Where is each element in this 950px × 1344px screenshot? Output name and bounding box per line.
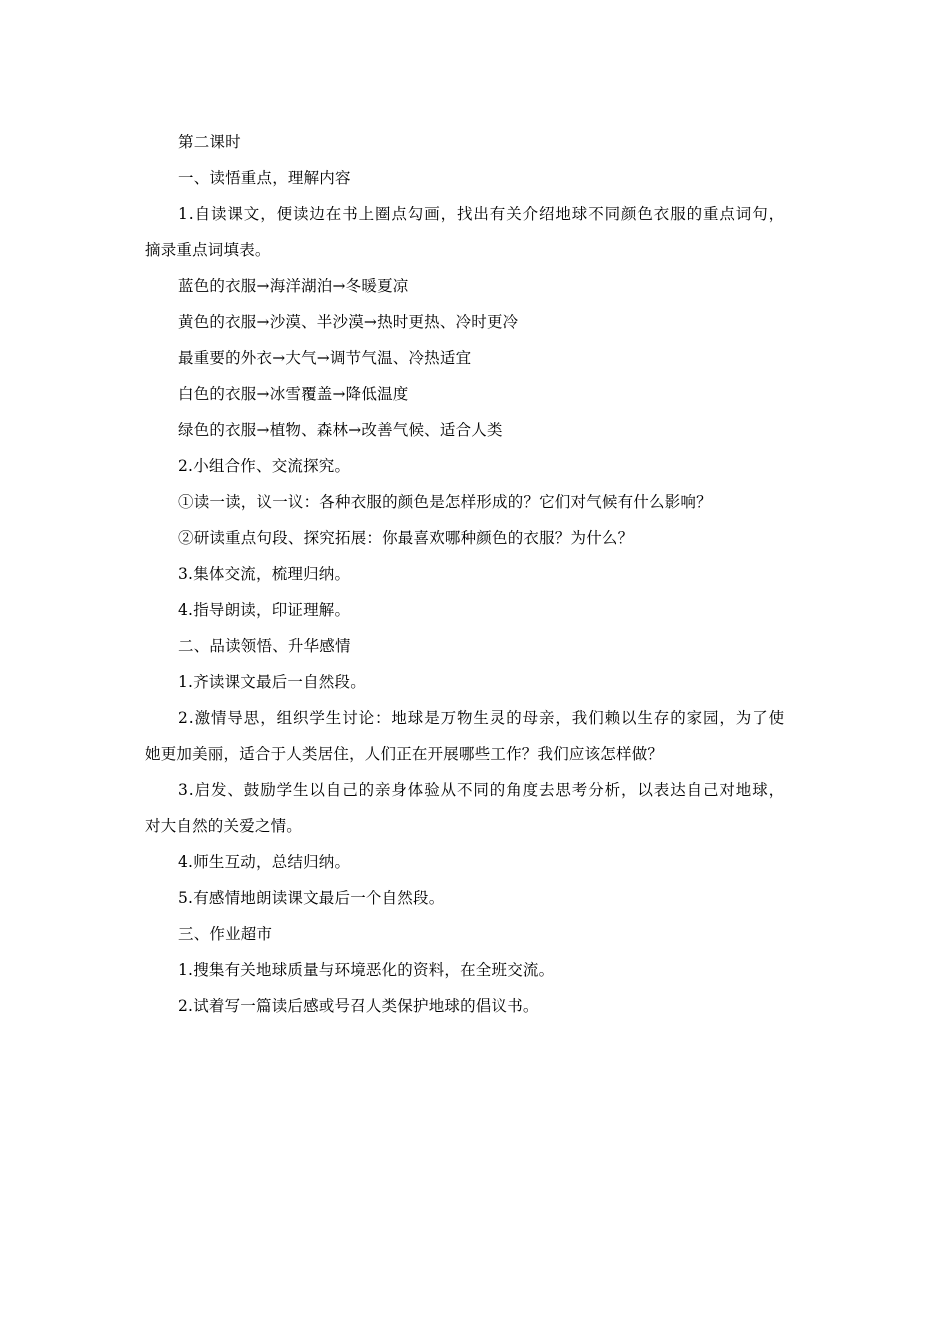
section1-item1-line2: 摘录重点词填表。 bbox=[145, 241, 271, 259]
table-row-atmosphere: 最重要的外衣→大气→调节气温、冷热适宜 bbox=[178, 349, 472, 367]
table-row-white: 白色的衣服→冰雪覆盖→降低温度 bbox=[178, 385, 409, 403]
section2-item3-line1: 3.启发、鼓励学生以自己的亲身体验从不同的角度去思考分析，以表达自己对地球， bbox=[178, 781, 785, 799]
section2-item2-line2: 她更加美丽，适合于人类居住，人们正在开展哪些工作？我们应该怎样做？ bbox=[145, 745, 664, 763]
section2-item3-line2: 对大自然的关爱之情。 bbox=[145, 817, 303, 835]
section2-heading: 二、品读领悟、升华感情 bbox=[178, 637, 351, 655]
section1-item3: 3.集体交流，梳理归纳。 bbox=[178, 565, 351, 583]
section1-item2-a: ①读一读，议一议：各种衣服的颜色是怎样形成的？它们对气候有什么影响？ bbox=[178, 493, 712, 511]
table-row-yellow: 黄色的衣服→沙漠、半沙漠→热时更热、冷时更冷 bbox=[178, 313, 519, 331]
section1-item1-line1: 1.自读课文，便读边在书上圈点勾画，找出有关介绍地球不同颜色衣服的重点词句， bbox=[178, 205, 785, 223]
section3-item1: 1.搜集有关地球质量与环境恶化的资料，在全班交流。 bbox=[178, 961, 555, 979]
section3-item2: 2.试着写一篇读后感或号召人类保护地球的倡议书。 bbox=[178, 997, 539, 1015]
section1-item2: 2.小组合作、交流探究。 bbox=[178, 457, 351, 475]
table-row-green: 绿色的衣服→植物、森林→改善气候、适合人类 bbox=[178, 421, 503, 439]
section1-item2-b: ②研读重点句段、探究拓展：你最喜欢哪种颜色的衣服？为什么？ bbox=[178, 529, 634, 547]
section1-heading: 一、读悟重点，理解内容 bbox=[178, 169, 351, 187]
section3-heading: 三、作业超市 bbox=[178, 925, 273, 943]
table-row-blue: 蓝色的衣服→海洋湖泊→冬暖夏凉 bbox=[178, 277, 409, 295]
lesson-title: 第二课时 bbox=[178, 133, 241, 151]
section2-item2-line1: 2.激情导思，组织学生讨论：地球是万物生灵的母亲，我们赖以生存的家园，为了使 bbox=[178, 709, 785, 727]
section2-item1: 1.齐读课文最后一自然段。 bbox=[178, 673, 366, 691]
document-body bbox=[145, 124, 810, 1024]
section2-item5: 5.有感情地朗读课文最后一个自然段。 bbox=[178, 889, 445, 907]
section2-item4: 4.师生互动，总结归纳。 bbox=[178, 853, 351, 871]
section1-item4: 4.指导朗读，印证理解。 bbox=[178, 601, 351, 619]
